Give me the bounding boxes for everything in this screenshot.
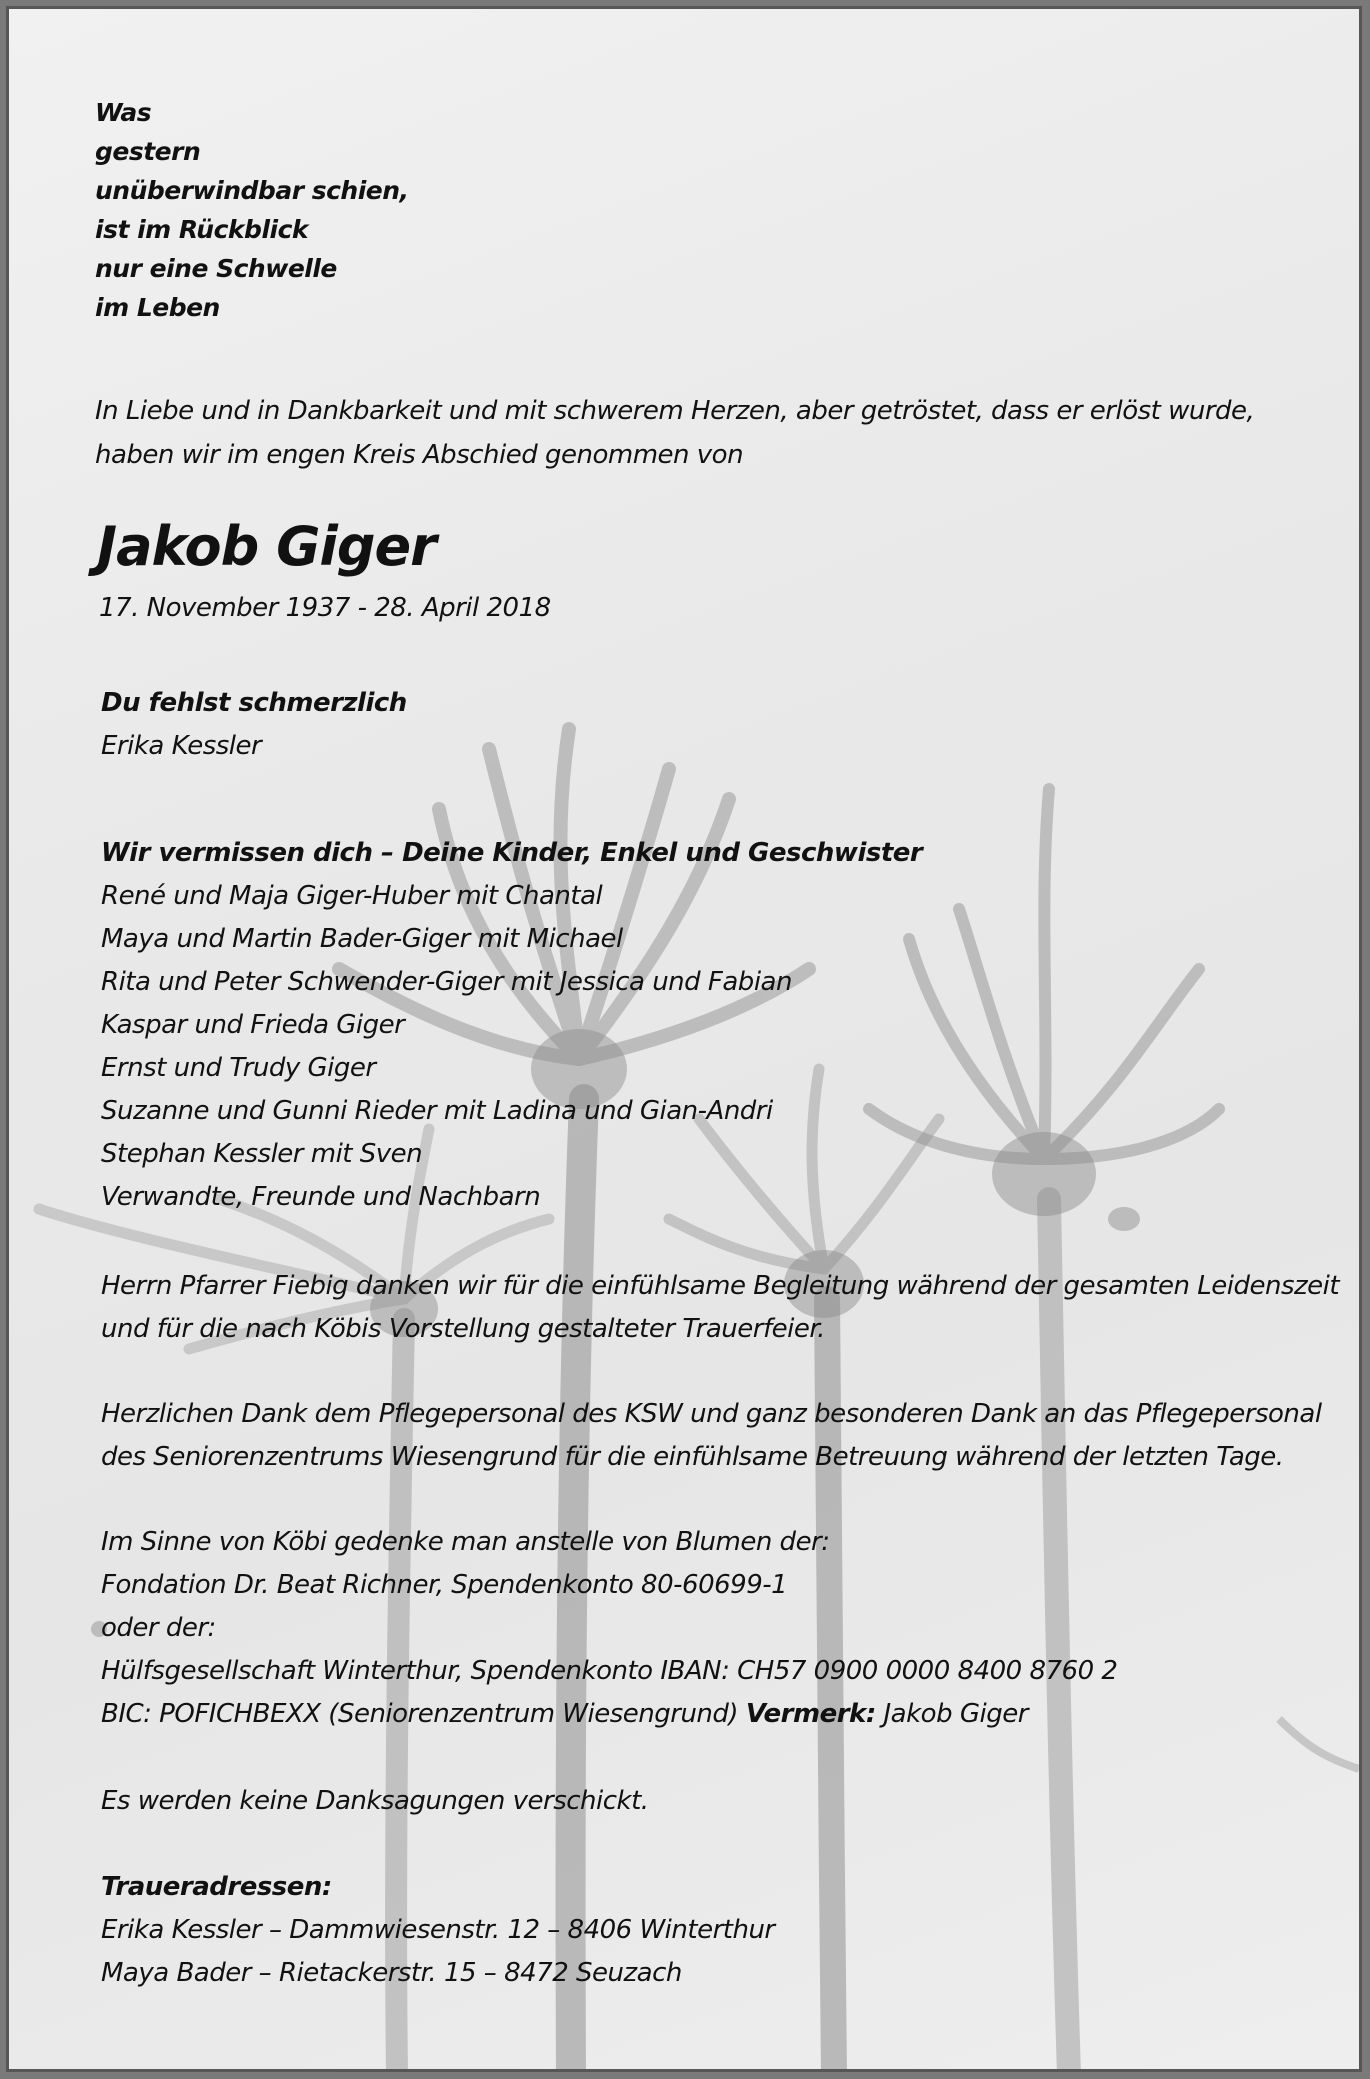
family-member: Verwandte, Freunde und Nachbarn: [101, 1182, 541, 1212]
no-thanks-cards-notice: Es werden keine Danksagungen verschickt.: [101, 1786, 649, 1816]
poem-line: nur eine Schwelle: [95, 254, 337, 283]
bic-text: BIC: POFICHBEXX (Seniorenzentrum Wiesengrund): [101, 1699, 739, 1729]
donations-section: [101, 1521, 1117, 1736]
family-heading: Wir vermissen dich – Deine Kinder, Enkel und Geschwister: [101, 838, 923, 868]
partner-heading: Du fehlst schmerzlich: [101, 688, 407, 718]
poem-line: im Leben: [95, 293, 220, 322]
poem: [95, 93, 409, 327]
thanks-care: [101, 1393, 1322, 1479]
addresses-section: [101, 1866, 775, 1995]
donation-line: Hülfsgesellschaft Winterthur, Spendenkonto IBAN: CH57 0900 0000 8400 8760 2: [101, 1656, 1118, 1686]
family-member: Suzanne und Gunni Rieder mit Ladina und Gian-Andri: [101, 1096, 773, 1126]
partner-name: Erika Kessler: [101, 731, 262, 761]
thanks-line: und für die nach Köbis Vorstellung gestalteter Trauerfeier.: [101, 1314, 825, 1344]
obituary-card: [6, 6, 1362, 2072]
address-line: Maya Bader – Rietackerstr. 15 – 8472 Seuzach: [101, 1958, 682, 1988]
poem-line: unüberwindbar schien,: [95, 176, 409, 205]
intro-line: In Liebe und in Dankbarkeit und mit schwerem Herzen, aber getröstet, dass er erlöst wurde,: [95, 396, 1255, 426]
addresses-heading: Traueradressen:: [101, 1872, 332, 1902]
family-member: Rita und Peter Schwender-Giger mit Jessica und Fabian: [101, 967, 792, 997]
poem-line: ist im Rückblick: [95, 215, 309, 244]
life-dates: 17. November 1937 - 28. April 2018: [99, 593, 551, 623]
note-value: Jakob Giger: [883, 1699, 1028, 1729]
address-line: Erika Kessler – Dammwiesenstr. 12 – 8406 Winterthur: [101, 1915, 775, 1945]
family-member: Ernst und Trudy Giger: [101, 1053, 376, 1083]
donation-line: Fondation Dr. Beat Richner, Spendenkonto 80-60699-1: [101, 1570, 788, 1600]
intro-line: haben wir im engen Kreis Abschied genommen von: [95, 440, 744, 470]
family-member: René und Maja Giger-Huber mit Chantal: [101, 881, 603, 911]
family-member: Stephan Kessler mit Sven: [101, 1139, 423, 1169]
thanks-pastor: [101, 1265, 1339, 1351]
poem-line: gestern: [95, 137, 201, 166]
thanks-line: des Seniorenzentrums Wiesengrund für die einfühlsame Betreuung während der letzten Tage.: [101, 1442, 1284, 1472]
thanks-line: Herrn Pfarrer Fiebig danken wir für die einfühlsame Begleitung während der gesamten Leidenszeit: [101, 1271, 1340, 1301]
family-member: Kaspar und Frieda Giger: [101, 1010, 405, 1040]
intro-text: [95, 389, 1254, 477]
donation-line: oder der:: [101, 1613, 216, 1643]
note-label: Vermerk:: [745, 1699, 876, 1729]
obituary-text: [9, 9, 1362, 2072]
partner-section: [101, 682, 407, 768]
deceased-name: Jakob Giger: [97, 515, 436, 578]
poem-line: Was: [95, 98, 152, 127]
family-member: Maya und Martin Bader-Giger mit Michael: [101, 924, 623, 954]
donation-line: Im Sinne von Köbi gedenke man anstelle von Blumen der:: [101, 1527, 830, 1557]
thanks-line: Herzlichen Dank dem Pflegepersonal des KSW und ganz besonderen Dank an das Pflegepersonal: [101, 1399, 1322, 1429]
donation-bic-line: [101, 1693, 1117, 1736]
family-section: [101, 832, 922, 1219]
